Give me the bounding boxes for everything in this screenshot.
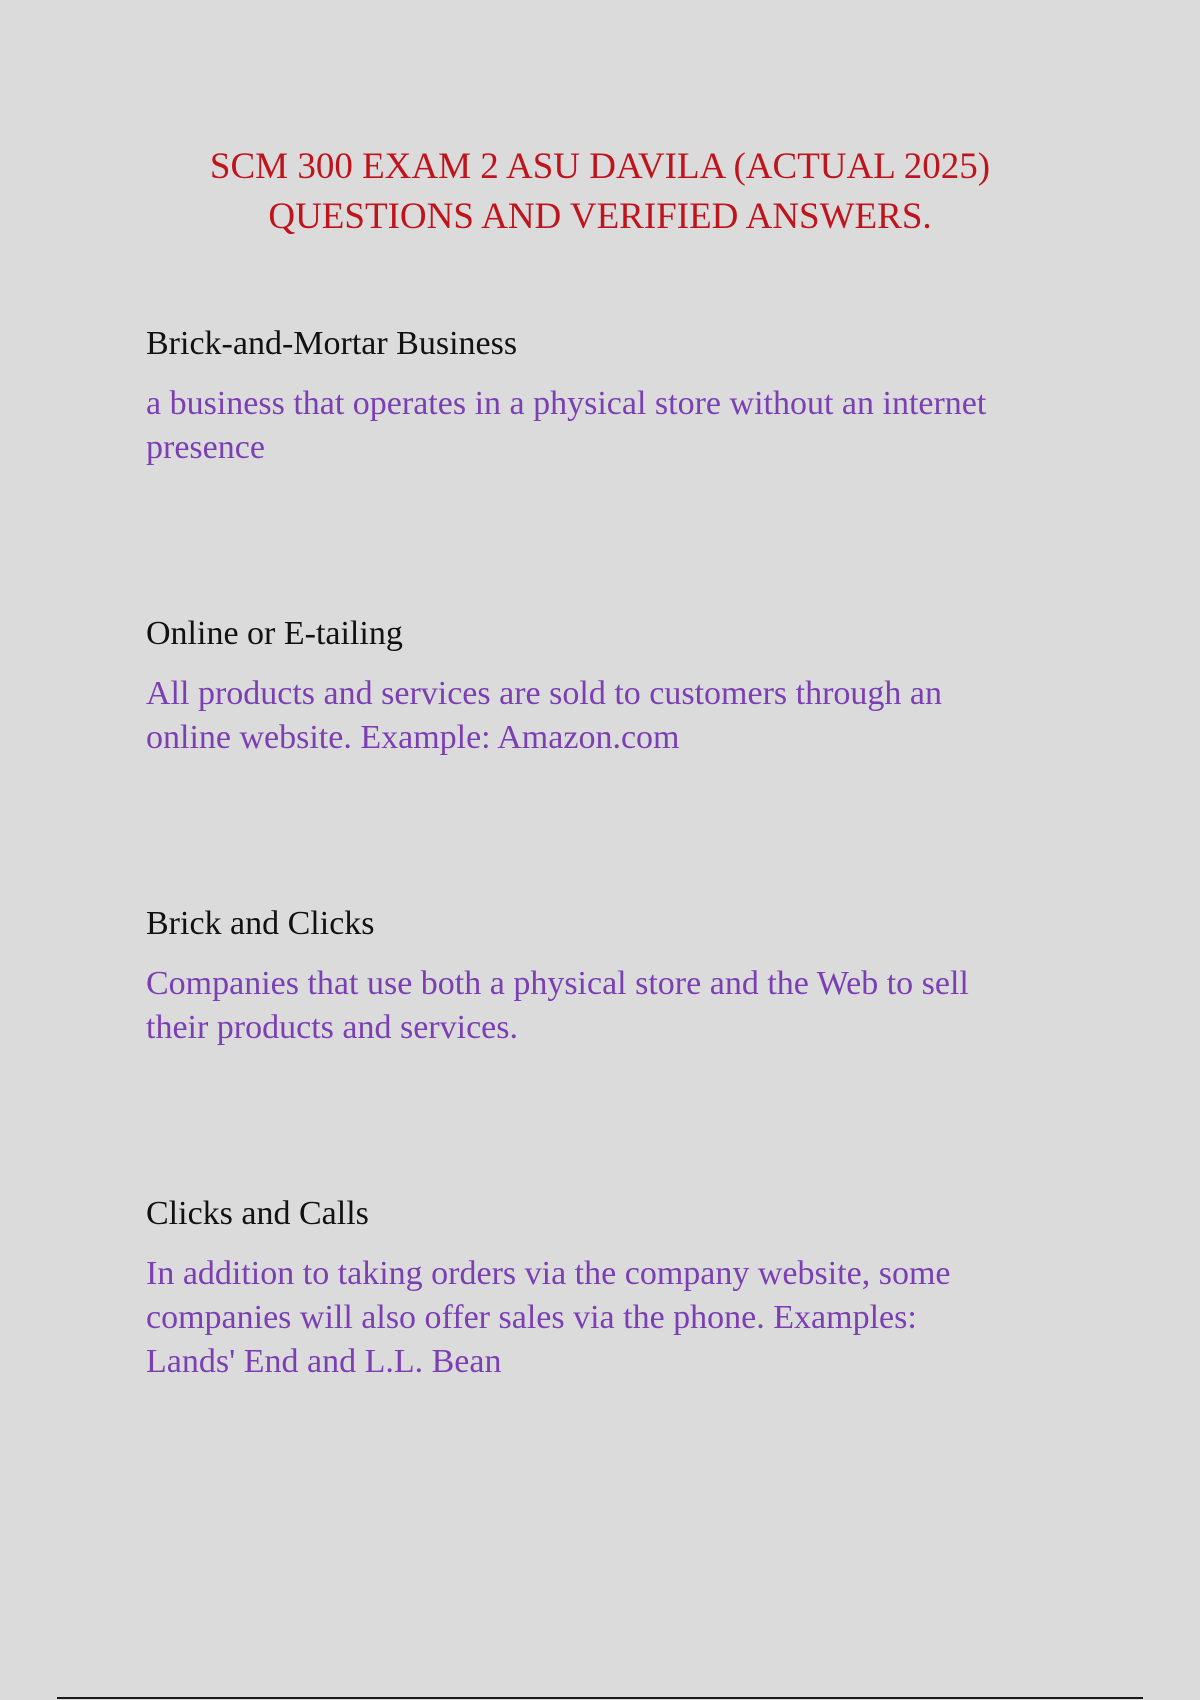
term: Clicks and Calls	[146, 1195, 369, 1232]
entry-brick-and-mortar	[146, 322, 1066, 470]
term: Brick-and-Mortar Business	[146, 325, 518, 362]
title-line-2: QUESTIONS AND VERIFIED ANSWERS.	[268, 196, 932, 237]
term: Brick and Clicks	[146, 905, 375, 942]
definition: Companies that use both a physical store and the Web to sell their products and services.	[146, 965, 969, 1046]
page-title	[0, 142, 1200, 242]
title-line-1: SCM 300 EXAM 2 ASU DAVILA (ACTUAL 2025)	[209, 146, 991, 187]
entry-online-e-tailing	[146, 612, 1066, 760]
term: Online or E-tailing	[146, 615, 403, 652]
definition: In addition to taking orders via the company website, some companies will also offer sales via the phone. Examples: Lands' End and L.L. Bean	[146, 1255, 951, 1380]
entry-brick-and-clicks	[146, 902, 1066, 1050]
footer-divider	[57, 1697, 1143, 1699]
entry-clicks-and-calls	[146, 1192, 1066, 1384]
definition: a business that operates in a physical store without an internet presence	[146, 385, 987, 466]
definition: All products and services are sold to customers through an online website. Example: Amazon.com	[146, 675, 942, 756]
